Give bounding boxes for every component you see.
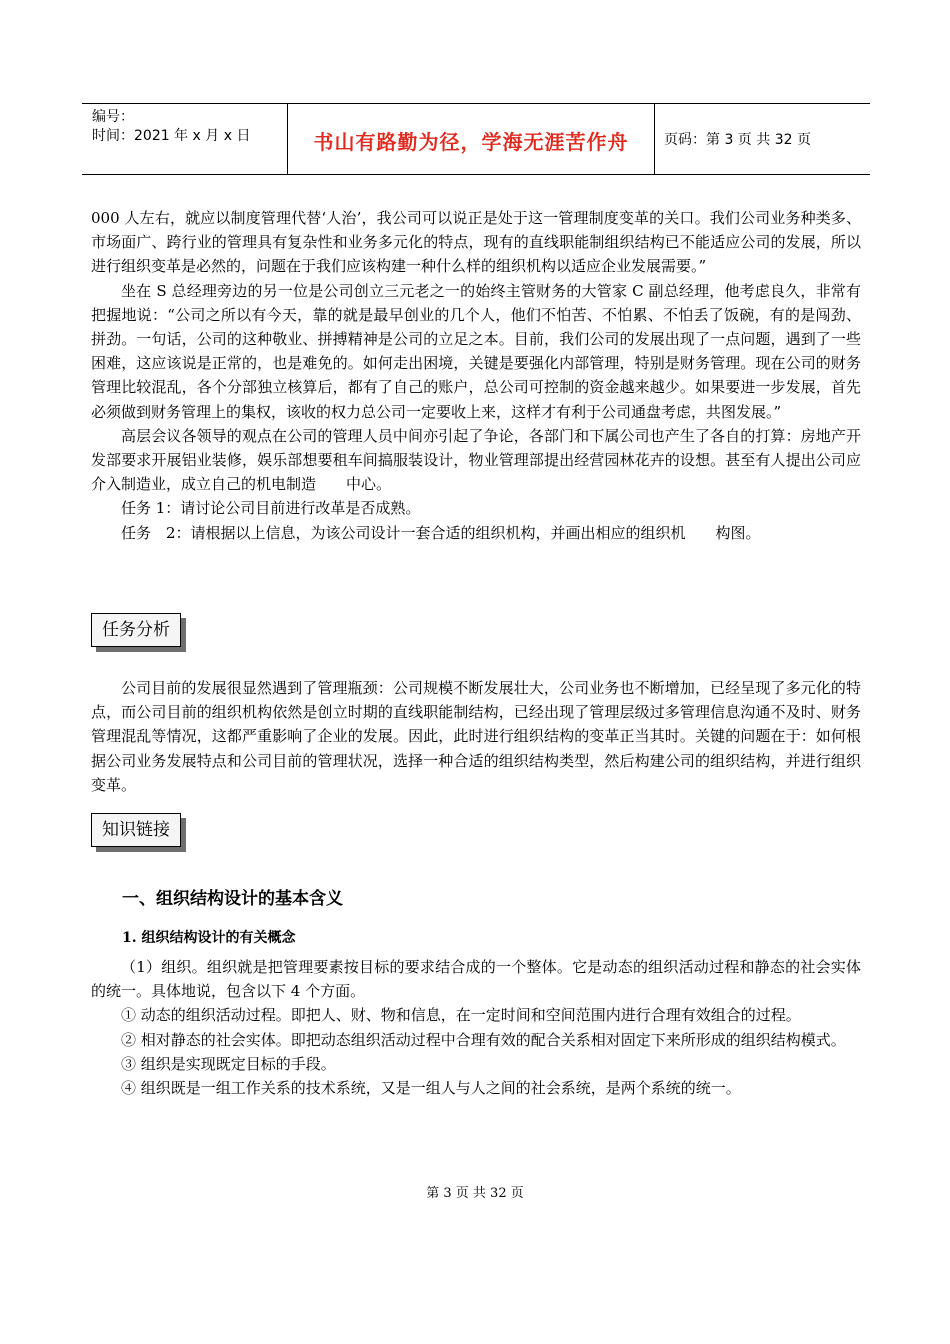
- header-motto: 书山有路勤为径，学海无涯苦作舟: [313, 130, 629, 154]
- case-paragraph-3: 高层会议各领导的观点在公司的管理人员中间亦引起了争论，各部门和下属公司也产生了各自的打算：房地产开发部要求开展铝业装修，娱乐部想要租车间搞服装设计，物业管理部提出经营园林花卉的设想。甚至有人提出公司应介入制造业，成立自己的机电制造 中心。: [91, 426, 861, 494]
- list-item: ② 相对静态的社会实体。即把动态组织活动过程中合理有效的配合关系相对固定下来所形成的组织结构模式。: [121, 1030, 846, 1049]
- task-1: 任务 1：请讨论公司目前进行改革是否成熟。: [121, 499, 421, 518]
- list-item: ④ 组织既是一组工作关系的技术系统，又是一组人与人之间的社会系统，是两个系统的统一。: [121, 1079, 741, 1098]
- header-page-number: 页码：第 3 页 共 32 页: [664, 132, 811, 148]
- case-text: [91, 206, 861, 545]
- analysis-paragraph: 公司目前的发展很显然遇到了管理瓶颈：公司规模不断发展壮大，公司业务也不断增加，已经呈现了多元化的特点，而公司目前的组织机构依然是创立时期的直线职能制结构，已经出现了管理层级过多管理信息沟通不及时、财务管理混乱等情况，这都严重影响了企业的发展。因此，此时进行组织结构的变革正当其时。关键的问题在于：如何根据公司业务发展特点和公司目前的管理状况，选择一种合适的组织结构类型，然后构建公司的组织结构，并进行组织变革。: [91, 679, 861, 794]
- section-title: 一、组织结构设计的基本含义: [122, 889, 343, 909]
- list-item: ① 动态的组织活动过程。即把人、财、物和信息，在一定时间和空间范围内进行合理有效组合的过程。: [121, 1006, 801, 1025]
- document-time-label: 时间：2021 年 x 月 x 日: [92, 128, 251, 144]
- task-analysis-label: 任务分析: [91, 613, 181, 647]
- definition-paragraph: （1）组织。组织就是把管理要素按目标的要求结合成的一个整体。它是动态的组织活动过程和静态的社会实体的统一。具体地说，包含以下 4 个方面。: [91, 958, 861, 1001]
- knowledge-text: [91, 955, 861, 1100]
- subsection-title: 1. 组织结构设计的有关概念: [122, 930, 296, 946]
- document-number-label: 编号：: [92, 109, 134, 125]
- knowledge-link-label: 知识链接: [91, 813, 181, 847]
- analysis-text: [91, 676, 861, 797]
- case-paragraph-2: 坐在 S 总经理旁边的另一位是公司创立三元老之一的始终主管财务的大管家 C 副总经理，他考虑良久，非常有把握地说：“公司之所以有今天，靠的就是最早创业的几个人，他们不怕苦、不怕累、不怕丢了饭碗，有的是闯劲、拼劲。一句话，公司的这种敬业、拼搏精神是公司的立足之本。目前，我们公司的发展出现了一点问题，遇到了一些困难，这应该说是正常的，也是难免的。如何走出困境，关键是要强化内部管理，特别是财务管理。现在公司的财务管理比较混乱，各个分部独立核算后，都有了自己的账户，总公司可控制的资金越来越少。如果要进一步发展，首先必须做到财务管理上的集权，该收的权力总公司一定要收上来，这样才有利于公司通盘考虑，共图发展。”: [91, 281, 861, 421]
- header-meta: [92, 108, 282, 146]
- list-item: ③ 组织是实现既定目标的手段。: [121, 1054, 336, 1073]
- page-footer: 第 3 页 共 32 页: [426, 1186, 524, 1201]
- task-2: 任务 2：请根据以上信息，为该公司设计一套合适的组织机构，并画出相应的组织机 构图。: [121, 523, 761, 542]
- page-header: [82, 103, 870, 175]
- header-divider: [654, 104, 655, 174]
- case-paragraph-1: 000 人左右，就应以制度管理代替‘人治’，我公司可以说正是处于这一管理制度变革的关口。我们公司业务种类多、市场面广、跨行业的管理具有复杂性和业务多元化的特点，现有的直线职能制组织结构已不能适应公司的发展，所以进行组织变革是必然的，问题在于我们应该构建一种什么样的组织机构以适应企业发展需要。”: [91, 209, 861, 276]
